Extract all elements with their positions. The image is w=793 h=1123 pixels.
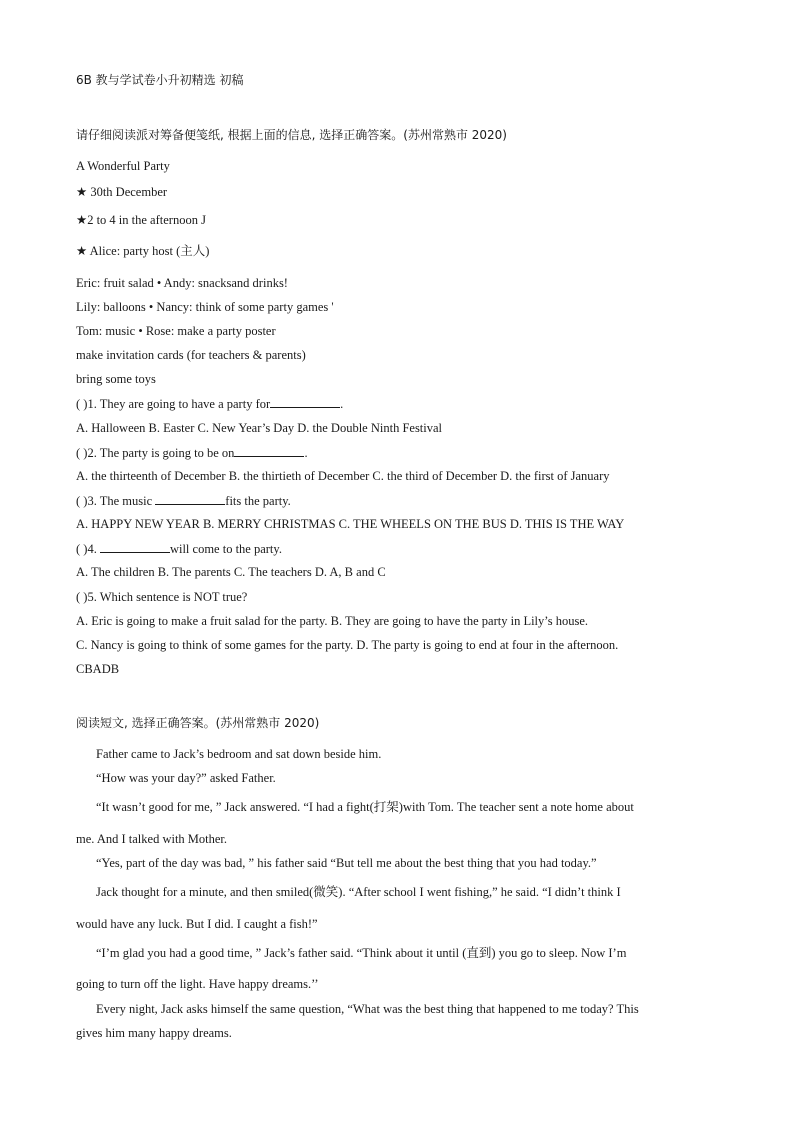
question-2-options: A. the thirteenth of December B. the thirtieth of December C. the third of December D. the first of January bbox=[76, 469, 610, 483]
passage-line: “How was your day?” asked Father. bbox=[96, 771, 276, 785]
answer-key: CBADB bbox=[76, 662, 120, 676]
passage-line: would have any luck. But I did. I caught a fish!” bbox=[76, 917, 318, 931]
answer-blank bbox=[155, 492, 225, 505]
answer-blank bbox=[100, 540, 170, 553]
question-2 bbox=[76, 444, 308, 461]
question-4 bbox=[76, 540, 282, 557]
question-stem-end: fits the party. bbox=[225, 494, 291, 508]
question-3-options: A. HAPPY NEW YEAR B. MERRY CHRISTMAS C. THE WHEELS ON THE BUS D. THIS IS THE WAY bbox=[76, 517, 625, 531]
section2-instruction: 阅读短文, 选择正确答案。(苏州常熟市 2020) bbox=[76, 716, 320, 730]
notice-title: A Wonderful Party bbox=[76, 159, 170, 173]
passage-line: “It wasn’t good for me, ” Jack answered. “I had a fight(打架)with Tom. The teacher sent a note home about bbox=[96, 800, 634, 814]
passage-line: Jack thought for a minute, and then smiled(微笑). “After school I went fishing,” he said. “I didn’t think I bbox=[96, 885, 621, 899]
question-1-options: A. Halloween B. Easter C. New Year’s Day D. the Double Ninth Festival bbox=[76, 421, 443, 435]
notice-host: ★ Alice: party host (主人) bbox=[76, 244, 210, 258]
page-header: 6B 教与学试卷小升初精选 初稿 bbox=[76, 73, 244, 87]
question-5: ( )5. Which sentence is NOT true? bbox=[76, 590, 248, 604]
question-5-options: A. Eric is going to make a fruit salad for the party. B. They are going to have the party in Lily’s house. bbox=[76, 614, 589, 628]
notice-row: Lily: balloons • Nancy: think of some party games ' bbox=[76, 300, 334, 314]
question-4-options: A. The children B. The parents C. The teachers D. A, B and C bbox=[76, 565, 386, 579]
notice-row: Eric: fruit salad • Andy: snacksand drinks! bbox=[76, 276, 288, 290]
passage-line: “I’m glad you had a good time, ” Jack’s father said. “Think about it until (直到) you go to sleep. Now I’m bbox=[96, 946, 627, 960]
question-stem-end: . bbox=[304, 446, 308, 460]
question-stem: ( )2. The party is going to be on bbox=[76, 446, 235, 460]
question-stem: ( )1. They are going to have a party for bbox=[76, 397, 271, 411]
notice-date: ★ 30th December bbox=[76, 185, 168, 199]
question-1 bbox=[76, 395, 343, 412]
answer-blank bbox=[270, 395, 340, 408]
notice-row: make invitation cards (for teachers & parents) bbox=[76, 348, 306, 362]
notice-row: Tom: music • Rose: make a party poster bbox=[76, 324, 276, 338]
notice-row: bring some toys bbox=[76, 372, 156, 386]
passage-line: going to turn off the light. Have happy dreams.’’ bbox=[76, 977, 319, 991]
passage-line: me. And I talked with Mother. bbox=[76, 832, 228, 846]
section1-instruction: 请仔细阅读派对筹备便笺纸, 根据上面的信息, 选择正确答案。(苏州常熟市 2020) bbox=[76, 128, 507, 142]
question-stem: ( )4. bbox=[76, 542, 100, 556]
passage-line: Father came to Jack’s bedroom and sat down beside him. bbox=[96, 747, 382, 761]
question-stem: ( )3. The music bbox=[76, 494, 156, 508]
passage-line: Every night, Jack asks himself the same question, “What was the best thing that happened to me today? This bbox=[96, 1002, 639, 1016]
answer-blank bbox=[234, 444, 304, 457]
question-stem-end: will come to the party. bbox=[169, 542, 282, 556]
notice-time: ★2 to 4 in the afternoon J bbox=[76, 213, 206, 227]
passage-line: gives him many happy dreams. bbox=[76, 1026, 232, 1040]
question-stem-end: . bbox=[340, 397, 344, 411]
question-3 bbox=[76, 492, 291, 509]
question-5-options: C. Nancy is going to think of some games for the party. D. The party is going to end at four in the afternoon. bbox=[76, 638, 619, 652]
passage-line: “Yes, part of the day was bad, ” his father said “But tell me about the best thing that you had today.” bbox=[96, 856, 597, 870]
